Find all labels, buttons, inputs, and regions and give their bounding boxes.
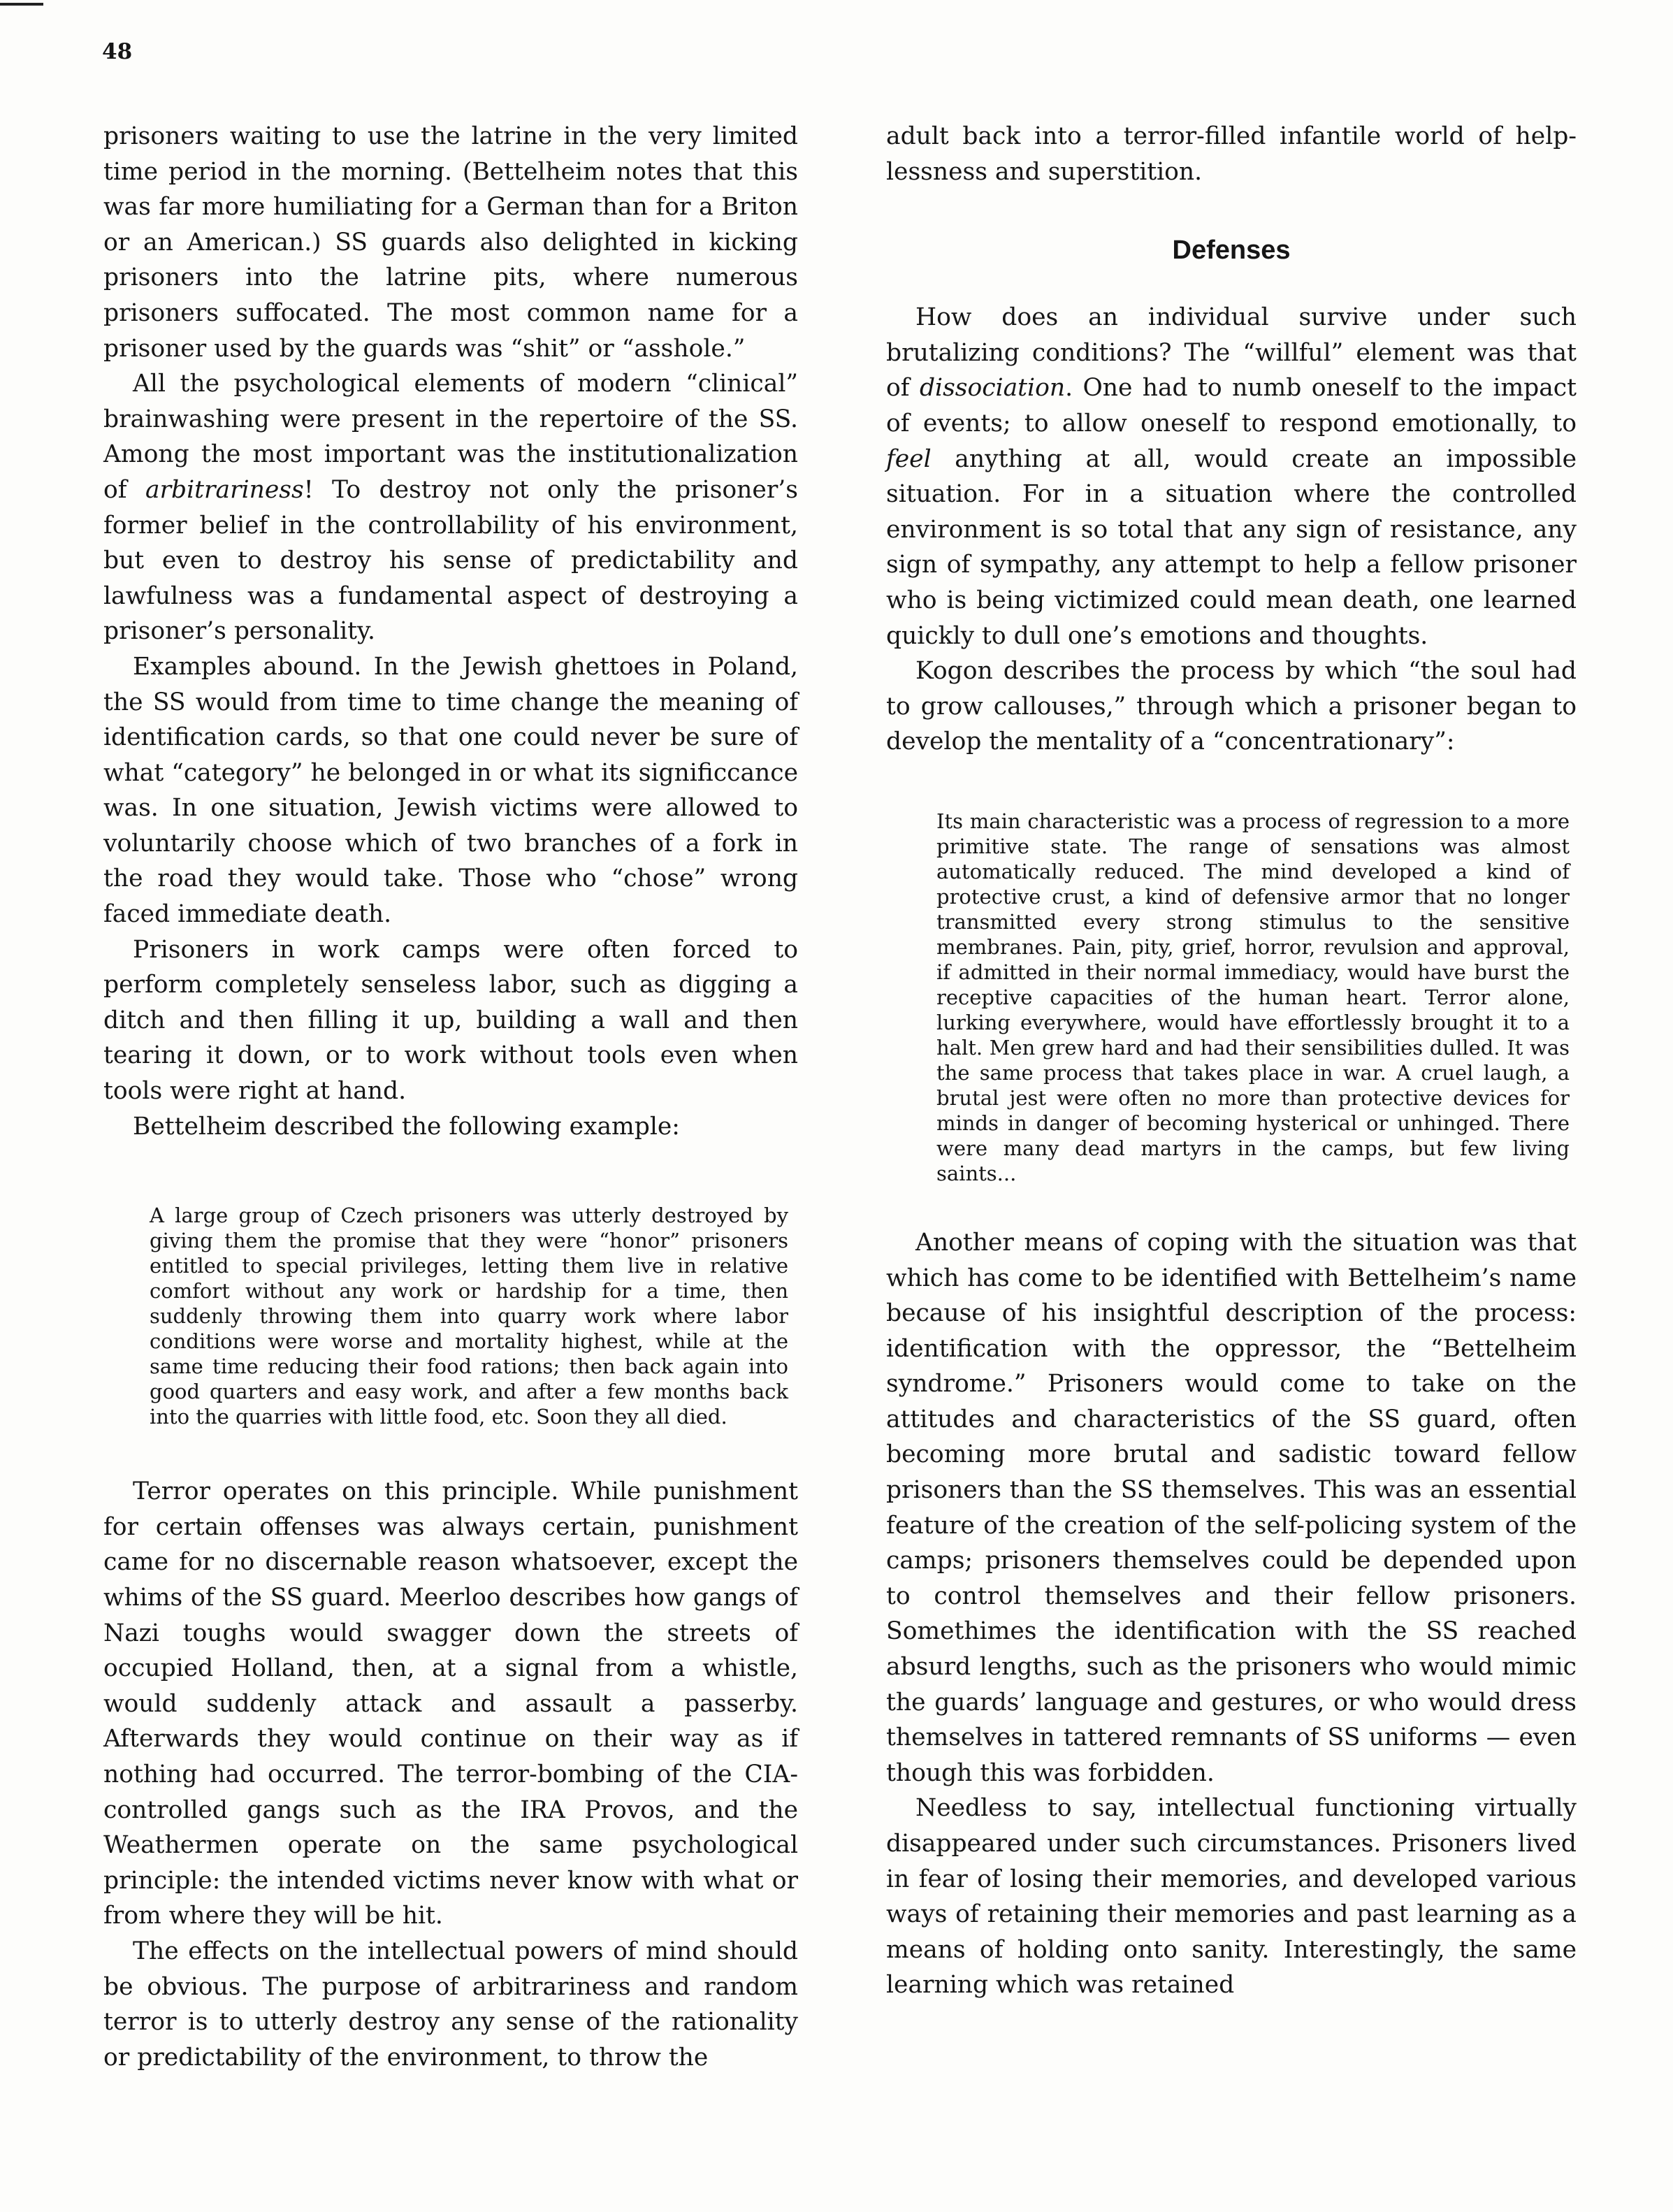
paragraph xyxy=(886,300,1577,653)
text-run: ! To destroy not only the prisoner’s former belief in the controllability of his environment, but even to destroy his sense of predictability and lawfulness was a fundamental aspect of destroying a prisoner’s personality. xyxy=(103,475,798,646)
emphasis-text: dissociation xyxy=(919,374,1066,403)
paragraph: prisoners waiting to use the latrine in the very limited time period in the morning. (Bettelheim notes that this was far more humiliating for a German than for a Briton or an American.) SS guards also delighted in kicking prisoners into the latrine pits, where numerous prisoners suffocated. The most common name for a prisoner used by the guards was “shit” or “asshole.” xyxy=(103,122,798,363)
paragraph: adult back into a terror-filled infantile world of helplessness and superstition. xyxy=(886,122,1577,186)
scan-edge-mark xyxy=(0,3,43,6)
paragraph: Prisoners in work camps were often forced to perform completely senseless labor, such as digging a ditch and then filling it up, building a wall and then tearing it down, or to work without tools even when tools were right at hand. xyxy=(103,935,798,1106)
emphasis-text: arbitrariness xyxy=(145,475,304,504)
paragraph: The effects on the intellectual powers of mind should be obvious. The purpose of arbitrariness and random terror is to utterly destroy any sense of the rationality or predictability of the environment, to throw the xyxy=(103,1937,798,2072)
left-column xyxy=(103,119,798,2075)
emphasis-text: feel xyxy=(886,444,932,473)
paragraph xyxy=(103,366,798,649)
paragraph: Terror operates on this principle. While punishment for certain offenses was always certain, punishment came for no discernable reason whatsoever, except the whims of the SS guard. Meerloo describes how gangs of Nazi toughs would swagger down the streets of occupied Holland, then, at a signal from a whistle, would suddenly attack and assault a passerby. Afterwards they would continue on their way as if nothing had occurred. The terror-bombing of the CIA-controlled gangs such as the IRA Provos, and the Weathermen operate on the same psychological principle: the intended victims never know with what or from where they will be hit. xyxy=(103,1477,798,1930)
paragraph: Kogon describes the process by which “the soul had to grow callouses,” through which a prisoner began to develop the mentality of a “concentrationary”: xyxy=(886,657,1577,756)
block-quote: A large group of Czech prisoners was utterly destroyed by giving them the promise that they were “honor” prisoners entitled to special privileges, letting them live in relative comfort without any work or hardship for a time, then suddenly throwing them into quarry work where labor conditions were worse and mortality highest, while at the same time reducing their food rations; then back again into good quarters and easy work, and after a few months back into the quarries with little food, etc. Soon they all died. xyxy=(150,1203,788,1429)
text-run: anything at all, would create an impossible situation. For in a situation where the controlled environment is so total that any sign of resistance, any sign of sympathy, any attempt to help a fellow prisoner who is being victimized could mean death, one learned quickly to dull one’s emotions and thoughts. xyxy=(886,444,1577,650)
right-column xyxy=(886,119,1577,2003)
text-run: How does an individual survive under such brutalizing conditions? The “willful” element was that of xyxy=(886,303,1577,403)
text-run: All the psychological elements of modern “clinical” brainwashing were present in the repertoire of the SS. Among the most important was the institutionalization of xyxy=(103,370,798,504)
paragraph: Bettelheim described the following example: xyxy=(133,1112,680,1141)
paragraph: Needless to say, intellectual functioning virtually disappeared under such circumstances. Prisoners lived in fear of losing their memories, and developed various ways of retaining their memories and past learning as a means of holding onto sanity. Interestingly, the same learning which was retained xyxy=(886,1794,1577,2000)
paragraph: Another means of coping with the situation was that which has come to be identified with Bettelheim’s name because of his insightful description of the process: identification with the oppressor, the “Bettelheim syndrome.” Prisoners would come to take on the attitudes and characteristics of the SS guard, often becoming more brutal and sadistic toward fellow prisoners than the SS themselves. This was an essential feature of the creation of the self-policing system of the camps; prisoners themselves could be depended upon to control themselves and their fellow prisoners. Somethimes the identification with the SS reached absurd lengths, such as the prisoners who would mimic the guards’ language and gestures, or who would dress themselves in tattered remnants of SS uniforms — even though this was forbidden. xyxy=(886,1228,1577,1787)
text-run: . One had to numb oneself to the impact of events; to allow oneself to respond emotionally, to xyxy=(886,374,1577,438)
page-number: 48 xyxy=(102,39,133,64)
section-heading: Defenses xyxy=(1172,236,1291,266)
block-quote: Its main characteristic was a process of regression to a more primitive state. The range of sensations was almost automatically reduced. The mind developed a kind of protective crust, a kind of defensive armor that no longer transmitted every strong stimulus to the sensitive membranes. Pain, pity, grief, horror, revulsion and approval, if admitted in their normal immediacy, would have burst the receptive capacities of the human heart. Terror alone, lurking everywhere, would have effortlessly brought it to a halt. Men grew hard and had their sensibilities dulled. It was the same process that takes place in war. A cruel laugh, a brutal jest were often no more than protective devices for minds in danger of becoming hysterical or unhinged. There were many dead martyrs in the camps, but few living saints... xyxy=(936,809,1570,1185)
paragraph: Examples abound. In the Jewish ghettoes in Poland, the SS would from time to time change the meaning of identification cards, so that one could never be sure of what “category” he belonged in or what its significcance was. In one situation, Jewish victims were allowed to voluntarily choose which of two branches of a fork in the road they would take. Those who “chose” wrong faced immediate death. xyxy=(103,652,798,929)
